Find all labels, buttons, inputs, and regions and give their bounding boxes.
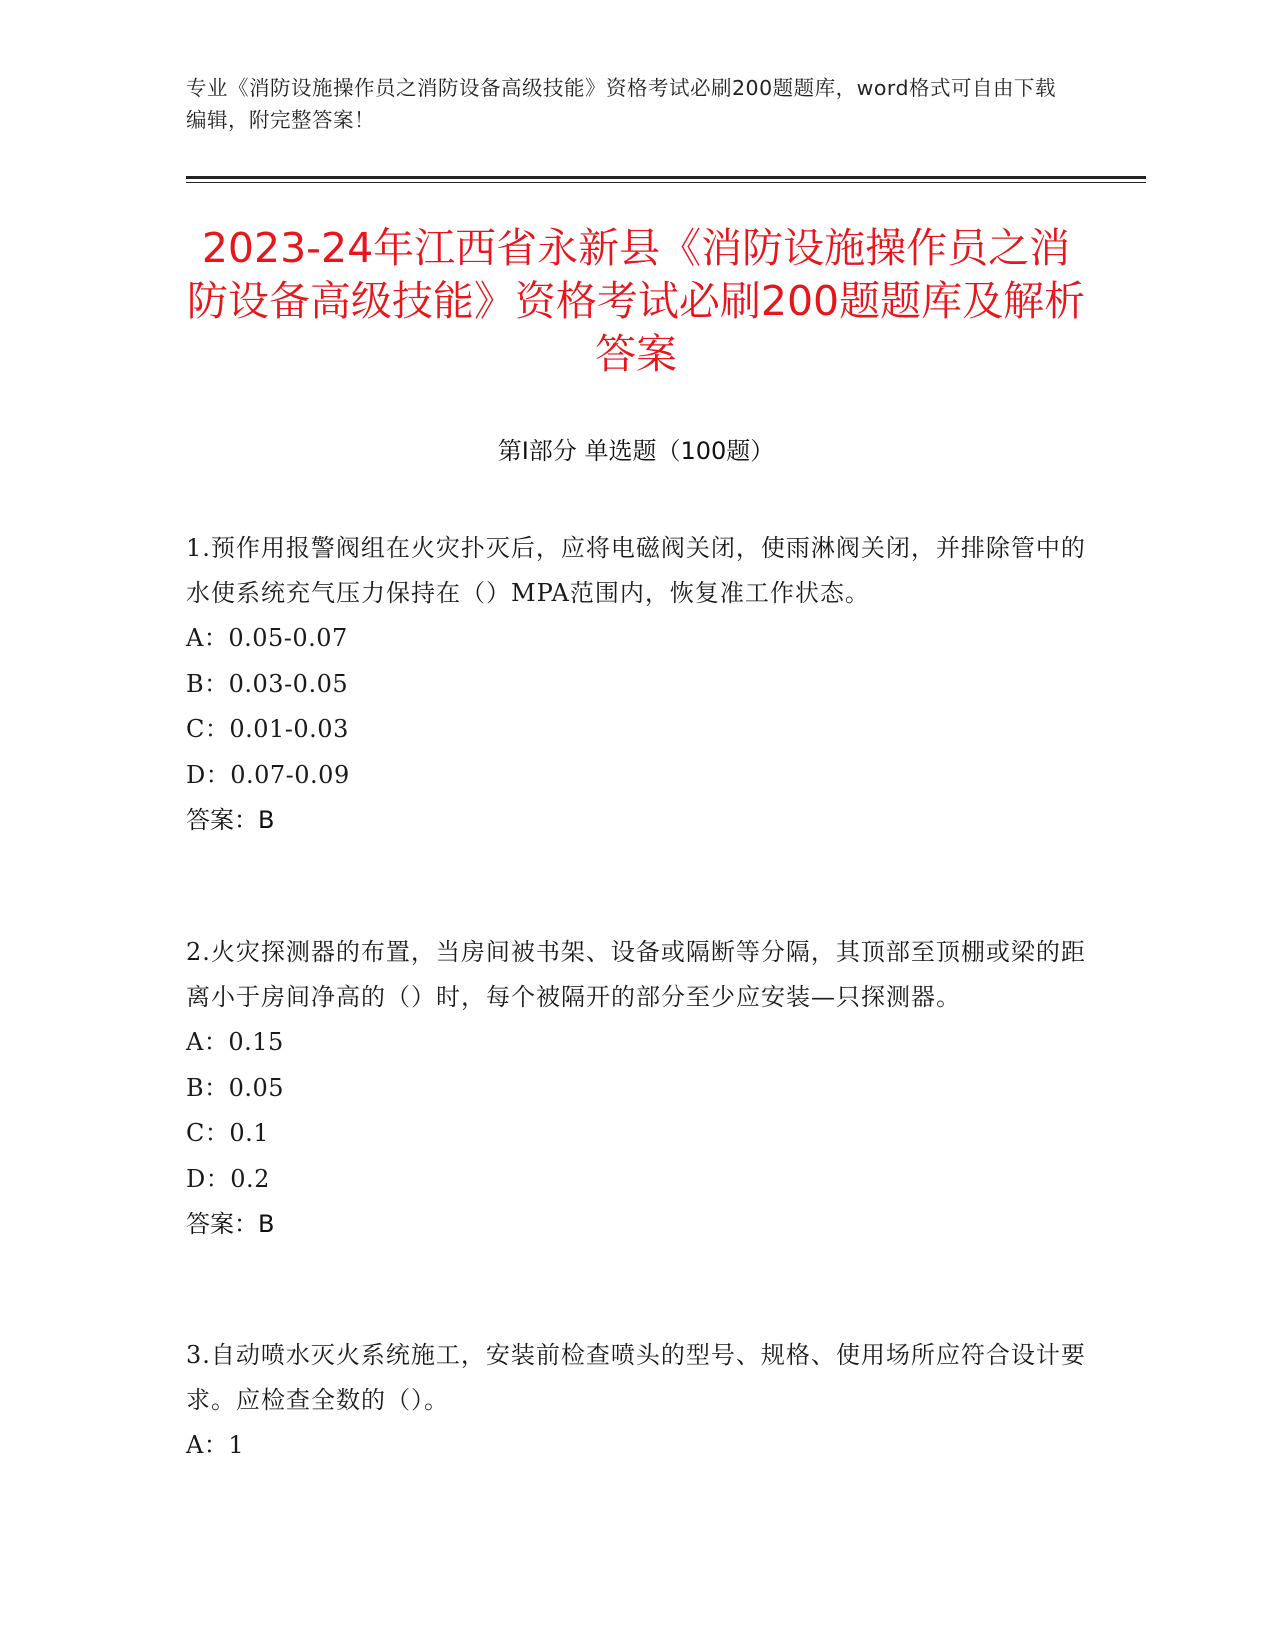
- question-stem: 2.火灾探测器的布置，当房间被书架、设备或隔断等分隔，其顶部至顶棚或梁的距离小于房间净高的（）时，每个被隔开的部分至少应安装—只探测器。: [186, 938, 1086, 1011]
- answer: 答案：B: [186, 806, 275, 834]
- option-d: D：0.2: [186, 1164, 270, 1193]
- header-rule-thin: [186, 182, 1146, 183]
- document-title: 2023-24年江西省永新县《消防设施操作员之消防设备高级技能》资格考试必刷200题题库及解析答案: [186, 224, 1086, 378]
- option-a: A：0.15: [186, 1028, 284, 1056]
- header-note: 专业《消防设施操作员之消防设备高级技能》资格考试必刷200题题库，word格式可自由下载编辑，附完整答案！: [186, 76, 1057, 132]
- question-2: [186, 930, 1086, 1247]
- option-b: B：0.05: [186, 1073, 285, 1102]
- question-stem: 1.预作用报警阀组在火灾扑灭后，应将电磁阀关闭，使雨淋阀关闭，并排除管中的水使系统充气压力保持在（）MPA范围内，恢复准工作状态。: [186, 534, 1086, 607]
- option-d: D：0.07-0.09: [186, 760, 350, 789]
- question-1: [186, 526, 1086, 843]
- option-a: A：1: [186, 1431, 245, 1459]
- question-3: [186, 1333, 1086, 1469]
- answer: 答案：B: [186, 1210, 275, 1238]
- section-title: 第Ⅰ部分 单选题（100题）: [497, 437, 775, 465]
- option-b: B：0.03-0.05: [186, 669, 349, 698]
- option-c: C：0.1: [186, 1119, 270, 1147]
- option-a: A：0.05-0.07: [186, 624, 348, 652]
- header-rule-thick: [186, 176, 1146, 179]
- option-c: C：0.01-0.03: [186, 715, 349, 743]
- question-stem: 3.自动喷水灭火系统施工，安装前检查喷头的型号、规格、使用场所应符合设计要求。应检查全数的（）。: [186, 1341, 1086, 1414]
